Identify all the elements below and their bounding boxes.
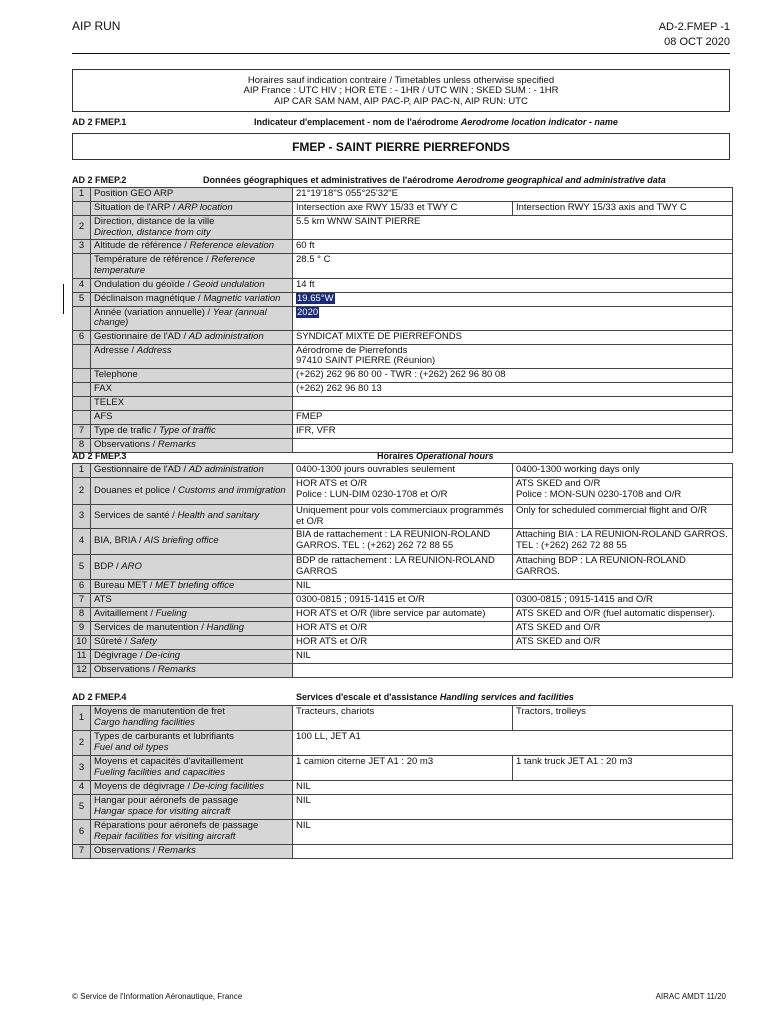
row-num: 11 [73,649,91,663]
row-num: 2 [73,731,91,756]
row-label: Moyens de dégivrage / De-icing facilities [91,781,293,795]
row-label: Moyens et capacités d'avitaillement Fueling facilities and capacities [91,756,293,781]
row-value: Uniquement pour vols commerciaux programmés et O/R [293,505,513,529]
row-label: Réparations pour aéronefs de passage Repair facilities for visiting aircraft [91,820,293,845]
row-value [293,845,733,859]
row-value-en: ATS SKED and O/R [513,635,733,649]
row-value[interactable] [293,292,733,306]
row-value-en: Tractors, trolleys [513,706,733,731]
row-label: Type de trafic / Type of traffic [91,425,293,439]
row-label: Gestionnaire de l'AD / AD administration [91,330,293,344]
footer-amendment: AIRAC AMDT 11/20 [655,992,726,1001]
table-row [73,820,733,845]
table-row [73,344,733,368]
row-num [73,306,91,330]
table-row [73,781,733,795]
row-value: 100 LL, JET A1 [293,731,733,756]
row-label: Bureau MET / MET briefing office [91,579,293,593]
row-num: 3 [73,505,91,529]
row-value: BIA de rattachement : LA REUNION-ROLAND GARROS. TEL : (+262) 262 72 88 55 [293,529,513,555]
sec1-title: Indicateur d'emplacement - nom de l'aérodrome Aerodrome location indicator - name [254,117,618,127]
table-row [73,292,733,306]
row-num: 7 [73,425,91,439]
table-row [73,397,733,411]
row-value: NIL [293,579,733,593]
table-row [73,621,733,635]
row-num: 2 [73,216,91,240]
table-row [73,216,733,240]
row-value-en: 0400-1300 working days only [513,464,733,478]
aerodrome-name: FMEP - SAINT PIERRE PIERREFONDS [72,133,730,160]
row-label: Situation de l'ARP / ARP location [91,202,293,216]
sec3-heading [72,451,732,463]
row-num [73,411,91,425]
row-num [73,254,91,278]
row-value: 0300-0815 ; 0915-1415 et O/R [293,593,513,607]
table-row [73,607,733,621]
sec2-table [72,187,733,453]
row-label: Gestionnaire de l'AD / AD administration [91,464,293,478]
timetable-line-1: Horaires sauf indication contraire / Timetables unless otherwise specified [247,75,555,86]
row-num [73,202,91,216]
row-value: 0400-1300 jours ouvrables seulement [293,464,513,478]
row-value: 14 ft [293,278,733,292]
timetable-note [72,69,730,112]
header-rule [72,53,730,54]
row-label: Avitaillement / Fueling [91,607,293,621]
table-row [73,478,733,505]
row-value-en: Only for scheduled commercial flight and O/R [513,505,733,529]
row-label: Direction, distance de la ville Direction, distance from city [91,216,293,240]
row-label: Ondulation du géoïde / Geoid undulation [91,278,293,292]
table-row [73,663,733,677]
table-row [73,188,733,202]
row-value-en: Attaching BIA : LA REUNION-ROLAND GARROS. TEL : (+262) 262 72 88 55 [513,529,733,555]
row-label: Altitude de référence / Reference elevation [91,240,293,254]
row-label: Dégivrage / De-icing [91,649,293,663]
row-num [73,369,91,383]
row-label: Telephone [91,369,293,383]
selected-text[interactable]: 19.65°W [297,292,334,304]
sec4-title: Services d'escale et d'assistance Handling services and facilities [296,692,574,702]
table-row [73,731,733,756]
row-value: HOR ATS et O/R [293,621,513,635]
row-num: 9 [73,621,91,635]
row-value-en: ATS SKED and O/R [513,621,733,635]
header-aip: AIP RUN [72,19,121,33]
row-num [73,383,91,397]
table-row [73,529,733,555]
table-row [73,635,733,649]
row-value: IFR, VFR [293,425,733,439]
row-value-en: 0300-0815 ; 0915-1415 and O/R [513,593,733,607]
sec3-title: Horaires Operational hours [377,451,494,461]
sec1-code: AD 2 FMEP.1 [72,117,127,127]
row-num: 4 [73,529,91,555]
row-num: 4 [73,781,91,795]
row-value: NIL [293,820,733,845]
row-value: NIL [293,781,733,795]
table-row [73,555,733,579]
row-label: Observations / Remarks [91,845,293,859]
table-row [73,369,733,383]
row-num: 5 [73,292,91,306]
timetable-line-2: AIP France : UTC HIV ; HOR ETE : - 1HR / UTC WIN ; SKED SUM : - 1HR [243,85,559,97]
row-label: Observations / Remarks [91,663,293,677]
header-date: 08 OCT 2020 [664,36,730,49]
row-label: Température de référence / Reference temperature [91,254,293,278]
header-doc-info [659,20,730,51]
row-value: 60 ft [293,240,733,254]
sec2-code: AD 2 FMEP.2 [72,175,127,185]
row-value: HOR ATS et O/R Police : LUN-DIM 0230-1708 et O/R [293,478,513,505]
row-value: Tracteurs, chariots [293,706,513,731]
row-value-en: Intersection RWY 15/33 axis and TWY C [513,202,733,216]
row-value-en: Attaching BDP : LA REUNION-ROLAND GARROS. [513,555,733,579]
row-num: 6 [73,330,91,344]
row-label: BDP / ARO [91,555,293,579]
row-label: Position GEO ARP [91,188,293,202]
row-value-en: ATS SKED and O/R Police : MON-SUN 0230-1708 and O/R [513,478,733,505]
row-num: 7 [73,845,91,859]
row-label: ATS [91,593,293,607]
table-row [73,706,733,731]
row-num: 6 [73,820,91,845]
row-num: 5 [73,795,91,820]
row-num: 8 [73,607,91,621]
row-label: Moyens de manutention de fret Cargo handling facilities [91,706,293,731]
table-row [73,505,733,529]
sec3-table [72,463,733,678]
row-label: Déclinaison magnétique / Magnetic variation [91,292,293,306]
row-label: Observations / Remarks [91,439,293,453]
table-row [73,254,733,278]
row-value-en: 1 tank truck JET A1 : 20 m3 [513,756,733,781]
row-label: Sûreté / Safety [91,635,293,649]
row-value: HOR ATS et O/R (libre service par automate) [293,607,513,621]
sec1-heading [72,117,732,129]
row-value: 21°19'18"S 055°25'32"E [293,188,733,202]
row-label: Services de santé / Health and sanitary [91,505,293,529]
table-row [73,240,733,254]
row-num: 10 [73,635,91,649]
row-num: 6 [73,579,91,593]
row-label: Services de manutention / Handling [91,621,293,635]
sec4-code: AD 2 FMEP.4 [72,692,127,702]
row-num: 4 [73,278,91,292]
footer-copyright: © Service de l'Information Aéronautique, France [72,992,243,1001]
table-row [73,464,733,478]
row-value: SYNDICAT MIXTE DE PIERREFONDS [293,330,733,344]
sec2-title: Données géographiques et administratives de l'aérodrome Aerodrome geographical and administrative data [203,175,666,185]
table-row [73,845,733,859]
row-num: 12 [73,663,91,677]
row-value: (+262) 262 96 80 13 [293,383,733,397]
row-value: NIL [293,795,733,820]
row-num: 3 [73,240,91,254]
table-row [73,649,733,663]
table-row [73,202,733,216]
table-row [73,411,733,425]
row-value [293,663,733,677]
table-row [73,306,733,330]
row-label: Douanes et police / Customs and immigration [91,478,293,505]
row-value-en: ATS SKED and O/R (fuel automatic dispenser). [513,607,733,621]
row-label: TELEX [91,397,293,411]
row-value: 28.5 ° C [293,254,733,278]
row-value: 5.5 km WNW SAINT PIERRE [293,216,733,240]
row-value: Intersection axe RWY 15/33 et TWY C [293,202,513,216]
row-label: Année (variation annuelle) / Year (annual change) [91,306,293,330]
row-value: (+262) 262 96 80 00 - TWR : (+262) 262 96 80 08 [293,369,733,383]
row-label: FAX [91,383,293,397]
row-value: HOR ATS et O/R [293,635,513,649]
selected-text[interactable]: 2020 [297,306,319,318]
row-num: 1 [73,464,91,478]
table-row [73,330,733,344]
sec4-heading [72,692,732,704]
header-doc-id: AD-2.FMEP -1 [658,21,730,33]
row-value: FMEP [293,411,733,425]
row-num [73,397,91,411]
row-label: BIA, BRIA / AIS briefing office [91,529,293,555]
row-num: 3 [73,756,91,781]
sec3-code: AD 2 FMEP.3 [72,451,127,461]
timetable-line-3: AIP CAR SAM NAM, AIP PAC-P, AIP PAC-N, AIP RUN: UTC [274,95,528,107]
row-num: 1 [73,706,91,731]
table-row [73,278,733,292]
row-value: Aérodrome de Pierrefonds 97410 SAINT PIERRE (Réunion) [293,344,733,368]
table-row [73,579,733,593]
row-value[interactable] [293,306,733,330]
row-num: 7 [73,593,91,607]
row-value: BDP de rattachement : LA REUNION-ROLAND GARROS [293,555,513,579]
row-num: 1 [73,188,91,202]
row-num: 8 [73,439,91,453]
table-row [73,756,733,781]
sec4-table [72,705,733,859]
row-label: AFS [91,411,293,425]
table-row [73,383,733,397]
table-row [73,795,733,820]
table-row [73,593,733,607]
row-num [73,344,91,368]
row-label: Hangar pour aéronefs de passage Hangar space for visiting aircraft [91,795,293,820]
sec2-heading [72,175,732,187]
row-num: 5 [73,555,91,579]
row-num: 2 [73,478,91,505]
row-label: Adresse / Address [91,344,293,368]
text-cursor [63,284,64,314]
table-row [73,425,733,439]
row-value: NIL [293,649,733,663]
row-value [293,397,733,411]
row-value: 1 camion citerne JET A1 : 20 m3 [293,756,513,781]
row-label: Types de carburants et lubrifiants Fuel and oil types [91,731,293,756]
